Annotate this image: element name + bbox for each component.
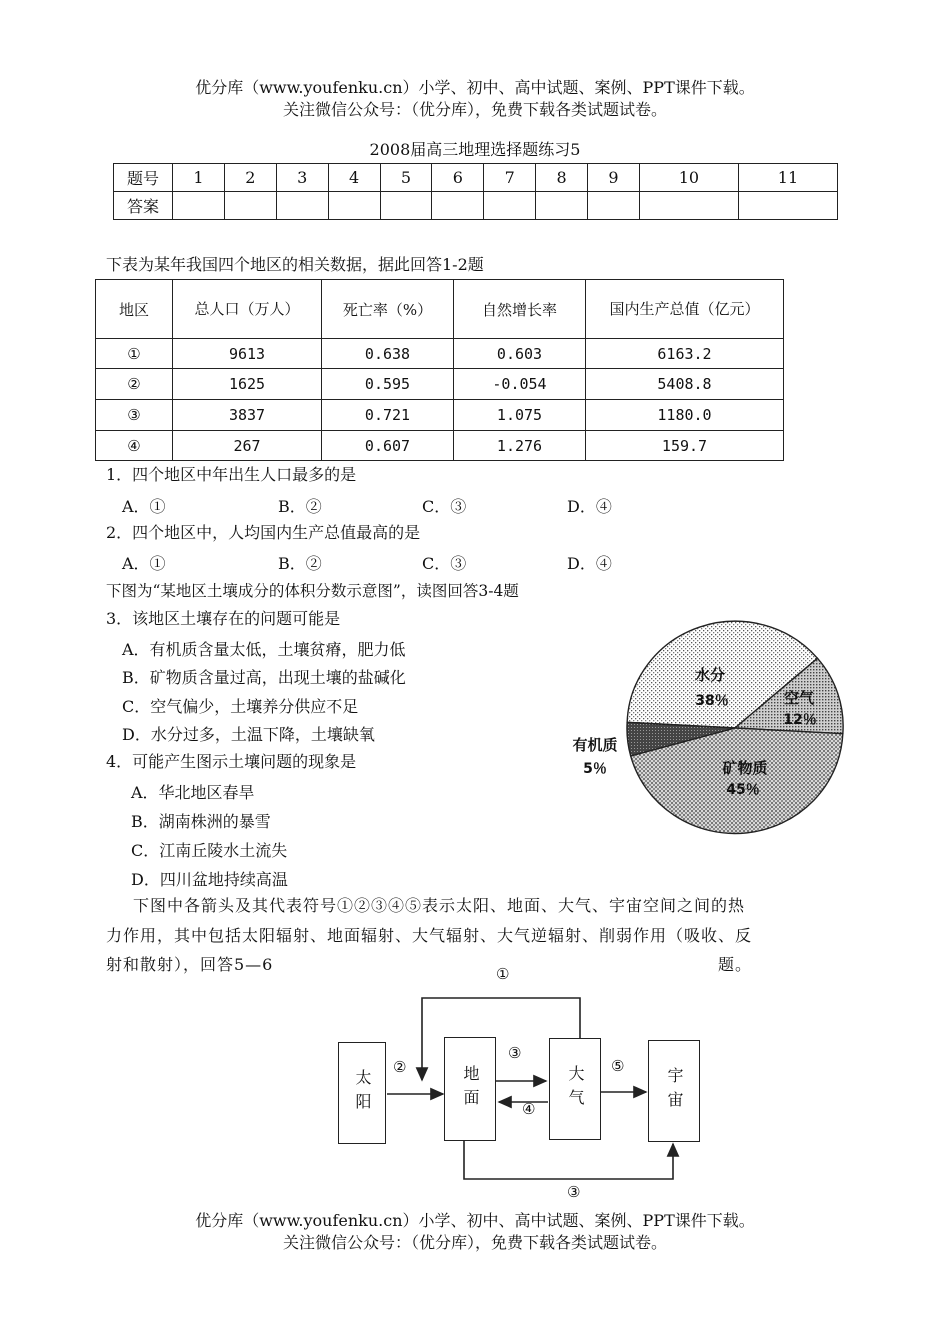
symbol-4: ④: [522, 1100, 536, 1118]
footer-line-1: 优分库（www.youfenku.cn）小学、初中、高中试题、案例、PPT课件下载。: [195, 1211, 755, 1230]
cell-population: 3837: [173, 400, 322, 431]
atmosphere-box: [549, 1038, 601, 1140]
question-1-option-a[interactable]: A．①: [122, 497, 166, 516]
question-1-option-c[interactable]: C．③: [422, 497, 467, 516]
answer-cell[interactable]: [588, 192, 640, 220]
cell-gdp: 6163.2: [586, 339, 784, 369]
question-3-option-a[interactable]: A．有机质含量太低，土壤贫瘠，肥力低: [122, 640, 406, 659]
answer-cell[interactable]: [224, 192, 276, 220]
answer-cell[interactable]: [276, 192, 328, 220]
question-3-stem: 3．该地区土壤存在的问题可能是: [106, 609, 341, 628]
cell-death-rate: 0.638: [322, 339, 454, 369]
header-gdp: 国内生产总值（亿元）: [586, 280, 784, 339]
intro-diagram-line-2: 力作用，其中包括太阳辐射、地面辐射、大气辐射、大气逆辐射、削弱作用（吸收、反: [106, 926, 753, 945]
cell-death-rate: 0.721: [322, 400, 454, 431]
cell-gdp: 5408.8: [586, 369, 784, 400]
region-data-table: [95, 279, 784, 461]
pie-value-organic: 5％: [583, 761, 607, 777]
cell-region: ④: [96, 431, 173, 461]
question-1-option-d[interactable]: D．④: [567, 497, 612, 516]
answer-table-number: 4: [328, 164, 380, 192]
sun-box: [338, 1042, 386, 1144]
pie-label-mineral: 矿物质: [722, 759, 768, 777]
footer-line-2: 关注微信公众号：（优分库），免费下载各类试题试卷。: [282, 1233, 667, 1252]
answer-cell[interactable]: [484, 192, 536, 220]
question-2-option-b[interactable]: B．②: [278, 554, 322, 573]
cell-gdp: 1180.0: [586, 400, 784, 431]
question-4-option-d[interactable]: D．四川盆地持续高温: [131, 870, 288, 889]
question-4-option-b[interactable]: B．湖南株洲的暴雪: [131, 812, 271, 831]
pie-value-air: 12％: [783, 712, 817, 728]
header-line-1: 优分库（www.youfenku.cn）小学、初中、高中试题、案例、PPT课件下载。: [195, 78, 755, 97]
space-box: [648, 1040, 700, 1142]
cell-region: ②: [96, 369, 173, 400]
table-row: [96, 339, 784, 369]
cell-growth: -0.054: [454, 369, 586, 400]
cell-population: 9613: [173, 339, 322, 369]
pie-value-mineral: 45％: [726, 782, 760, 798]
symbol-3b: ③: [567, 1183, 581, 1201]
answer-cell[interactable]: [639, 192, 738, 220]
table-row: [96, 400, 784, 431]
cell-region: ③: [96, 400, 173, 431]
answer-table-number: 8: [536, 164, 588, 192]
symbol-1: ①: [496, 965, 510, 983]
cell-region: ①: [96, 339, 173, 369]
answer-table-number: 7: [484, 164, 536, 192]
header-natural-growth: 自然增长率: [454, 280, 586, 339]
arrow-3b-ground-to-space: [464, 1140, 673, 1179]
question-3-option-d[interactable]: D．水分过多，土温下降，土壤缺氧: [122, 725, 375, 744]
symbol-2: ②: [393, 1058, 407, 1076]
answer-cell[interactable]: [432, 192, 484, 220]
intro-table-text: 下表为某年我国四个地区的相关数据，据此回答1-2题: [106, 255, 484, 274]
answer-table-number: 1: [173, 164, 225, 192]
pie-label-organic: 有机质: [572, 736, 618, 754]
table-row: [96, 369, 784, 400]
cell-death-rate: 0.607: [322, 431, 454, 461]
question-1-option-b[interactable]: B．②: [278, 497, 322, 516]
soil-composition-pie-chart: [555, 618, 855, 838]
cell-growth: 1.276: [454, 431, 586, 461]
cell-death-rate: 0.595: [322, 369, 454, 400]
atmosphere-box-label: 大气: [566, 1065, 585, 1113]
cell-population: 1625: [173, 369, 322, 400]
symbol-5: ⑤: [611, 1057, 625, 1075]
header-line-2: 关注微信公众号：（优分库），免费下载各类试题试卷。: [282, 100, 667, 119]
question-2-option-c[interactable]: C．③: [422, 554, 467, 573]
answer-cell[interactable]: [536, 192, 588, 220]
intro-diagram-line-1: 下图中各箭头及其代表符号①②③④⑤表示太阳、地面、大气、宇宙空间之间的热: [133, 896, 746, 915]
intro-chart-text: 下图为“某地区土壤成分的体积分数示意图”，读图回答3-4题: [106, 582, 519, 600]
question-1-stem: 1．四个地区中年出生人口最多的是: [106, 465, 357, 484]
pie-label-water: 水分: [694, 666, 726, 684]
table-row: [96, 431, 784, 461]
question-4-stem: 4．可能产生图示土壤问题的现象是: [106, 752, 357, 771]
answer-table-number: 5: [380, 164, 432, 192]
pie-label-air: 空气: [783, 689, 815, 707]
cell-gdp: 159.7: [586, 431, 784, 461]
answer-cell[interactable]: [380, 192, 432, 220]
question-2-option-a[interactable]: A．①: [122, 554, 166, 573]
ground-box-label: 地面: [461, 1065, 480, 1113]
answer-table-label-answer: 答案: [114, 192, 173, 220]
cell-growth: 1.075: [454, 400, 586, 431]
header-death-rate: 死亡率（%）: [322, 280, 454, 339]
header-region: 地区: [96, 280, 173, 339]
answer-cell[interactable]: [738, 192, 837, 220]
question-4-option-a[interactable]: A．华北地区春旱: [131, 783, 255, 802]
answer-table-number: 2: [224, 164, 276, 192]
symbol-3: ③: [508, 1044, 522, 1062]
question-3-option-c[interactable]: C．空气偏少，土壤养分供应不足: [122, 697, 359, 716]
answer-table-number: 9: [588, 164, 640, 192]
answer-table-number: 10: [639, 164, 738, 192]
answer-cell[interactable]: [328, 192, 380, 220]
header-population: 总人口（万人）: [173, 280, 322, 339]
answer-table-label-number: 题号: [114, 164, 173, 192]
ground-box: [444, 1037, 496, 1141]
question-3-option-b[interactable]: B．矿物质含量过高，出现土壤的盐碱化: [122, 668, 406, 687]
sun-box-label: 太阳: [353, 1069, 372, 1117]
cell-growth: 0.603: [454, 339, 586, 369]
answer-table-number: 3: [276, 164, 328, 192]
answer-table-number: 11: [738, 164, 837, 192]
intro-diagram-line-3a: 射和散射），回答5—6: [106, 955, 274, 974]
answer-table: [113, 163, 838, 220]
question-2-stem: 2．四个地区中，人均国内生产总值最高的是: [106, 523, 421, 542]
cell-population: 267: [173, 431, 322, 461]
answer-cell[interactable]: [173, 192, 225, 220]
space-box-label: 宇宙: [665, 1067, 684, 1115]
question-2-option-d[interactable]: D．④: [567, 554, 612, 573]
pie-value-water: 38％: [695, 693, 729, 709]
page-title: 2008届高三地理选择题练习5: [369, 140, 581, 159]
intro-diagram-line-3b: 题。: [718, 955, 753, 974]
question-4-option-c[interactable]: C．江南丘陵水土流失: [131, 841, 288, 860]
answer-table-number: 6: [432, 164, 484, 192]
